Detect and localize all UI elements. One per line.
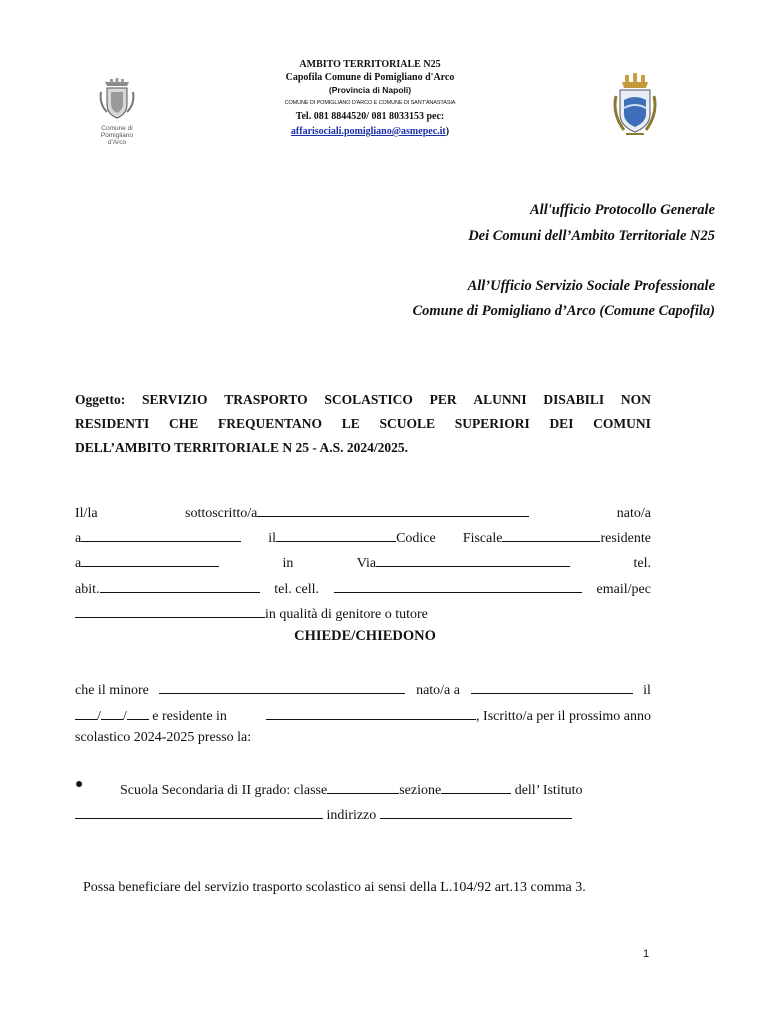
form-label: dell’ Istituto bbox=[514, 783, 583, 798]
form-label: indirizzo bbox=[326, 808, 377, 823]
page-number: 1 bbox=[643, 948, 650, 960]
section-field[interactable] bbox=[441, 779, 511, 794]
sottoscritto-field[interactable] bbox=[257, 502, 529, 517]
addressee-line: Comune di Pomigliano d’Arco (Comune Capofila) bbox=[412, 303, 715, 319]
bullet-icon: ● bbox=[75, 777, 84, 792]
form-label: residente bbox=[600, 531, 651, 546]
class-field[interactable] bbox=[327, 779, 399, 794]
street-field[interactable] bbox=[376, 552, 570, 567]
subject-word: ALUNNI bbox=[473, 392, 527, 407]
minor-birthplace-field[interactable] bbox=[471, 679, 633, 694]
form-label: il bbox=[643, 683, 651, 698]
subject-word: SCOLASTICO bbox=[324, 392, 413, 407]
form-label: sottoscritto/a bbox=[185, 506, 258, 521]
subject-word: FREQUENTANO bbox=[217, 416, 322, 431]
cell-phone-field[interactable] bbox=[334, 578, 582, 593]
sant-anastasia-crest-logo bbox=[612, 70, 658, 145]
addressee-line: All’Ufficio Servizio Sociale Professionale bbox=[467, 278, 715, 294]
subject-word: DISABILI bbox=[543, 392, 605, 407]
form-line-5 bbox=[75, 603, 651, 623]
logo-caption: Pomigliano d'Arco bbox=[100, 132, 134, 146]
form-label: e residente in bbox=[152, 709, 227, 724]
email-pec-field[interactable] bbox=[75, 603, 265, 618]
school-line-1 bbox=[120, 779, 640, 799]
subject-word: CHE bbox=[169, 416, 199, 431]
subject-word: Oggetto: bbox=[75, 392, 126, 407]
subject-word: SCUOLE bbox=[379, 416, 435, 431]
header-line: (Provincia di Napoli) bbox=[328, 85, 412, 95]
form-label: sezione bbox=[399, 783, 442, 798]
header-line: Tel. 081 8844520/ 081 8033153 pec: bbox=[295, 111, 445, 122]
form-label: nato/a a bbox=[416, 683, 460, 698]
subject-word: DEI bbox=[549, 416, 574, 431]
header-paren: ) bbox=[445, 126, 450, 137]
subject-word: COMUNI bbox=[593, 416, 651, 431]
closing-statement: Possa beneficiare del servizio trasporto scolastico ai sensi della L.104/92 art.13 comma 3. bbox=[83, 880, 586, 895]
subject-line-3: DELL’AMBITO TERRITORIALE N 25 - A.S. 2024/2025. bbox=[75, 440, 408, 455]
form-label: / bbox=[97, 709, 101, 724]
subject-word: PER bbox=[429, 392, 457, 407]
form-label: il bbox=[268, 531, 277, 546]
minor-name-field[interactable] bbox=[159, 679, 405, 694]
form-line-1 bbox=[75, 502, 651, 522]
header-line: AMBITO TERRITORIALE N25 bbox=[299, 59, 441, 70]
pomigliano-coat-of-arms-logo bbox=[92, 78, 142, 146]
letterhead bbox=[220, 58, 520, 138]
minor-residence-field[interactable] bbox=[266, 705, 476, 720]
form-label: a bbox=[75, 531, 82, 546]
minor-line-3: scolastico 2024-2025 presso la: bbox=[75, 730, 252, 745]
crest-icon bbox=[612, 70, 658, 140]
form-label: nato/a bbox=[616, 506, 651, 521]
request-heading: CHIEDE/CHIEDONO bbox=[294, 628, 436, 644]
subject bbox=[75, 388, 651, 460]
subject-word: SERVIZIO bbox=[141, 392, 208, 407]
subject-word: LE bbox=[341, 416, 360, 431]
institute-address-field[interactable] bbox=[380, 804, 572, 819]
pec-email-link[interactable]: affarisociali.pomigliano@asmepec.it bbox=[290, 126, 446, 137]
minor-line-2 bbox=[75, 705, 651, 725]
form-label: Codice bbox=[396, 531, 436, 546]
form-line-2 bbox=[75, 527, 651, 547]
form-label: , Iscritto/a per il prossimo anno bbox=[476, 709, 651, 724]
logo-caption: Comune di bbox=[101, 125, 133, 132]
form-label: email/pec bbox=[596, 582, 651, 597]
school-line-2 bbox=[75, 804, 651, 824]
form-label: in qualità di genitore o tutore bbox=[265, 607, 428, 622]
subject-word: NON bbox=[620, 392, 651, 407]
header-line: Capofila Comune di Pomigliano d'Arco bbox=[285, 72, 455, 83]
minor-birth-day-field[interactable] bbox=[75, 705, 97, 720]
residence-city-field[interactable] bbox=[81, 552, 219, 567]
subject-word: TRASPORTO bbox=[224, 392, 308, 407]
home-phone-field[interactable] bbox=[100, 578, 260, 593]
form-label: Il/la bbox=[75, 506, 98, 521]
subject-word: RESIDENTI bbox=[75, 416, 150, 431]
form-label: abit. bbox=[75, 582, 100, 597]
form-label: in bbox=[282, 556, 294, 571]
form-label: Via bbox=[356, 556, 377, 571]
minor-birth-year-field[interactable] bbox=[127, 705, 149, 720]
fiscal-code-field[interactable] bbox=[502, 527, 600, 542]
form-label: che il minore bbox=[75, 683, 149, 698]
form-label: Scuola Secondaria di II grado: classe bbox=[120, 783, 328, 798]
minor-line-1 bbox=[75, 679, 651, 699]
form-label: / bbox=[122, 709, 127, 724]
addressee-line: Dei Comuni dell’Ambito Territoriale N25 bbox=[468, 228, 715, 244]
form-label: tel. cell. bbox=[274, 582, 319, 597]
form-label: Fiscale bbox=[462, 531, 503, 546]
birthplace-field[interactable] bbox=[81, 527, 241, 542]
form-label: tel. bbox=[633, 556, 651, 571]
form-label: a bbox=[75, 556, 82, 571]
minor-birth-month-field[interactable] bbox=[101, 705, 123, 720]
subject-line-2 bbox=[75, 412, 651, 436]
subject-word: SUPERIORI bbox=[454, 416, 530, 431]
addressee-line: All'ufficio Protocollo Generale bbox=[530, 202, 715, 218]
subject-line-1 bbox=[75, 388, 651, 412]
crest-icon bbox=[97, 78, 137, 120]
form-line-3 bbox=[75, 552, 651, 572]
header-line: COMUNE DI POMIGLIANO D'ARCO E COMUNE DI SANT'ANASTASIA bbox=[284, 100, 456, 106]
school-bullet-row bbox=[75, 777, 83, 793]
form-line-4 bbox=[75, 578, 651, 598]
institute-field[interactable] bbox=[75, 804, 323, 819]
birthdate-field[interactable] bbox=[276, 527, 396, 542]
